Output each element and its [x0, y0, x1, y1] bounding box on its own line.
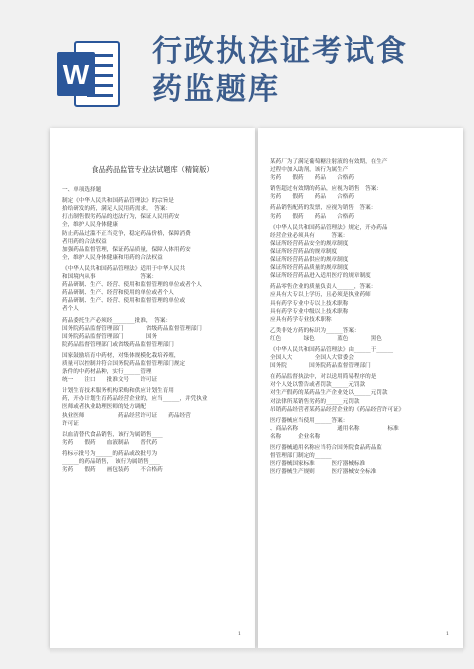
text-line: 劣药 假药 血液制品 普代药 — [62, 439, 158, 446]
text-line: 保证所经营药品进入适用医疗的规章制度 — [270, 273, 371, 280]
text-line: 执业医师 药品经营许可证 药品经营 — [62, 412, 191, 419]
text-line: 劣药 假药 药品 合格药 — [270, 175, 354, 182]
word-letter: W — [62, 59, 90, 90]
text-line: 国务院药品监督管理部门 省级药品监督管理部门 — [62, 325, 202, 332]
text-line: 劣药 假药 药品 合格药 — [270, 194, 354, 201]
text-line: 药品零售企业的质量负责人______，答案： — [270, 284, 377, 291]
page-number: 1 — [237, 630, 241, 637]
text-line: 药，开办计划生育药品经营企业的，应当______，并凭执业 — [62, 396, 208, 403]
text-line: 药品研制、生产、经营和使用的单位或者个人 — [62, 290, 174, 297]
text-line: 《中华人民共和国药品管理法》规定，开办药品 — [270, 224, 388, 231]
text-line: 国家鼓励培育中药材，对集体规模化栽培养殖， — [62, 352, 180, 359]
text-line: 统一 注口 批准文号 许可证 — [62, 377, 158, 384]
text-line: 吊销药品经营者某药品经营企业的《药品经营许可证》 — [270, 406, 405, 413]
word-document-icon — [57, 40, 121, 108]
text-line: 全，维护人民身体健康和用药的合法权益 — [62, 254, 163, 261]
text-line: 红色 绿色 蓝色 黑色 — [270, 335, 382, 342]
text-line: 保证所经营药品供应的规章制度 — [270, 257, 349, 264]
text-line: 《中华人民共和国药品管理法》适用于中华人民共 — [62, 265, 186, 272]
text-line: 许可证 — [62, 420, 118, 427]
page-title-line-1: 行政执法证考试食 — [152, 34, 408, 69]
text-line: 防止药品过滥不正当竞争，稳定药品价格，保障消费 — [62, 230, 191, 237]
text-line: 保证所经营药品安全的规章制度 — [270, 240, 349, 247]
text-line: 在药品监督执法中，对以送用简易程序的是 — [270, 374, 377, 381]
text-line: 药品委托生产必须经________批准， 答案： — [62, 317, 172, 324]
text-line: 全，维护人民身体健康 — [62, 222, 118, 229]
text-line: 国务院 国务院药品监督管理部门 — [270, 363, 371, 370]
page-title-line-2: 药监题库 — [152, 72, 280, 107]
text-line: 某药厂为了满足葡萄糖注射液的有效期，在生产 — [270, 159, 388, 165]
text-line: 保证所经营药品质量的规章制度 — [270, 265, 349, 272]
text-line: 督管理部门制定的______ — [270, 453, 332, 460]
text-line: 《中华人民共和国药品管理法》由______于______ — [270, 346, 394, 353]
text-line: 对生产假药的某药品生产企业处以______元罚款 — [270, 390, 388, 397]
text-line: 经营企业必须具有 答案： — [270, 232, 349, 239]
text-line: 一、单项选择题 — [62, 187, 102, 194]
text-line: 、商品名称 通用名称 标准 — [270, 425, 399, 432]
text-line: ______的药品销售， 该行为属销售____ — [62, 459, 160, 465]
text-line: 保证所经营药品的规章制度 — [270, 248, 338, 255]
text-line: 者用药的合法权益 — [62, 238, 107, 245]
text-line: 医疗器械通用名称应当符合国务院食品药品监 — [270, 445, 382, 451]
text-line: 医疗器械应当使用______答案： — [270, 417, 349, 424]
page-number: 1 — [445, 630, 449, 637]
header — [0, 0, 474, 125]
text-line: 计划生育技术服务机构采购和供应计划生育用 — [62, 388, 174, 395]
text-line: 国务院药品监督管理部门 国务 — [62, 333, 158, 340]
text-line: 院药品监督管理部门或省级药品监督管理部门 — [62, 341, 174, 348]
text-line: 对个人处以警告或者罚款______元罚款 — [270, 382, 366, 389]
text-line: 和国境内从事 答案： — [62, 274, 158, 281]
document-page-right — [258, 128, 463, 648]
document-page-left — [50, 128, 255, 648]
text-line: 乙类非处方药的标识为______答案： — [270, 327, 360, 334]
text-line: 应具有药学专业技术职称 — [270, 316, 332, 323]
text-line: 名称 企业名称 — [270, 433, 321, 440]
page-shadow — [50, 648, 463, 654]
text-line: 加强药品监督管理，保证药品质量，保障人体用药安 — [62, 246, 191, 253]
text-line: 过程中加入助剂，该行为属生产 — [270, 167, 349, 174]
text-line: 药品研制、生产、经营、使用和监督管理的单位或者个人 — [62, 282, 202, 289]
text-line: 医疗器械生产规则 医疗器械安全标准 — [270, 469, 377, 476]
text-line: 具有药学专业中专以上技术职称 — [270, 300, 349, 307]
text-line: 质量可以控制并符合国务院药品监督管理部门规定 — [62, 360, 186, 367]
text-line: 制定《中华人民共和国药品管理法》的宗旨是 — [62, 198, 174, 205]
text-line: 医疗器械国家标准 医疗器械标准 — [270, 461, 366, 468]
text-line: 药品研制、生产、经营、使用和监督管理的单位或 — [62, 298, 186, 305]
text-line: 者个人 — [62, 306, 79, 313]
document-title: 食品药品监管专业法试题库（精简版） — [91, 165, 214, 174]
text-line: 条件的中药材品种，实行______管理 — [62, 369, 152, 376]
text-line: 对法律所某销售劣药的______元罚款 — [270, 398, 360, 405]
text-line: 劣药 假药 画包装药 不合格药 — [62, 467, 163, 474]
right-page-body — [270, 158, 451, 476]
text-line: 将标示批号为______的药品或改批号为 — [62, 450, 158, 457]
text-line: 销售超过有效期的药品，应视为销售 答案： — [270, 186, 382, 193]
text-line: 具有药学专业中级以上技术职称 — [270, 308, 349, 315]
text-line: 应具有大专以上学历，且必须是执业药师 — [270, 292, 371, 299]
text-line: 劣药 假药 药品 合格药 — [270, 213, 354, 220]
text-line: 打击制售假劣药品的违法行为，保证人民用药安 — [62, 214, 180, 221]
text-line: 拾给研发的药，满足人民用药需求。 答案： — [62, 206, 172, 213]
text-line: 全国人大 全国人大常委会 — [270, 355, 354, 362]
text-line: 以血清替代食品销售，该行为属销售____ — [62, 431, 163, 438]
text-line: 医师或者执业助理医师的处方调配 — [62, 404, 146, 411]
text-line: 药品销售配药的发票，应视为销售 答案： — [270, 205, 377, 212]
left-page-body — [62, 186, 243, 474]
